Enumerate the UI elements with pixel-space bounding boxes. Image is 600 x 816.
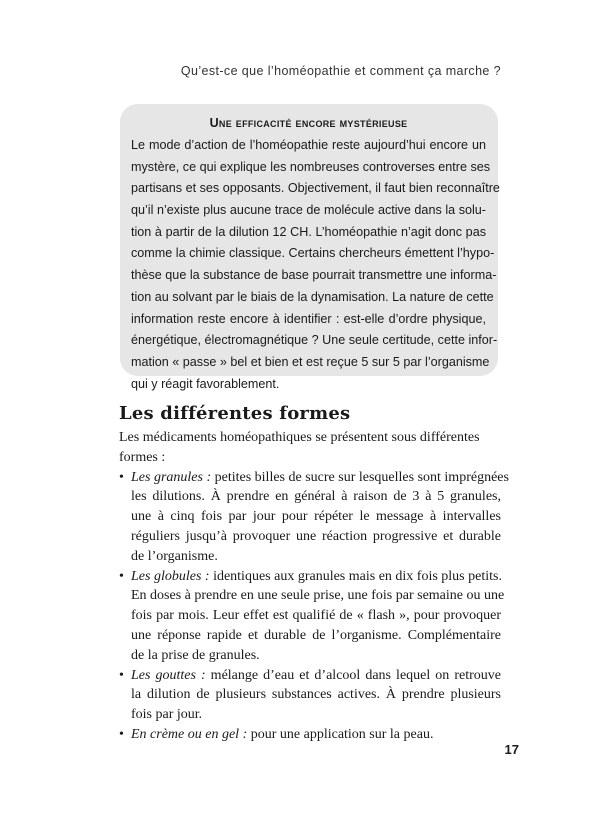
box-line: tion à partir de la dilution 12 CH. L’homéopathie n’agit donc pas (131, 224, 486, 239)
bullet-text: pour une application sur la peau. (247, 726, 434, 742)
box-title: Une efficacité encore mystérieuse (209, 116, 408, 130)
sidebar-box (120, 104, 500, 391)
bullet-item-globules (119, 567, 505, 666)
bullet-mark: • (119, 568, 124, 584)
section-title: Les différentes formes (119, 403, 351, 424)
box-line: qui y réagit favorablement. (131, 376, 280, 391)
bullet-text: petites billes de sucre sur lesquelles sont imprégnées (211, 469, 509, 485)
bullet-mark: • (119, 469, 124, 485)
bullet-term: Les globules : (131, 568, 210, 584)
bullet-text: mélange d’eau et d’alcool dans lequel on retrouve (205, 667, 501, 683)
bullet-item-gouttes (119, 666, 501, 725)
box-line: mation « passe » bel et bien et est reçue 5 sur 5 par l’organisme (131, 354, 490, 369)
running-head: Qu’est-ce que l’homéopathie et comment ça marche ? (180, 64, 501, 78)
bullet-first-line (131, 725, 501, 745)
bullet-line: de l’organisme. (131, 548, 218, 564)
bullet-text: identiques aux granules mais en dix fois plus petits. (209, 568, 502, 584)
bullet-first-line (131, 666, 501, 686)
bullet-term: En crème ou en gel : (131, 726, 248, 742)
bullet-line: de la prise de granules. (131, 647, 260, 663)
bullet-first-line (131, 468, 509, 488)
bullet-line: réguliers jusqu’à provoquer une réaction progressive et durable (131, 528, 501, 544)
box-line: information reste encore à identifier : est-elle d’ordre physique, (131, 311, 486, 326)
box-line: Le mode d’action de l’homéopathie reste aujourd’hui encore un (131, 138, 486, 152)
bullet-item-creme (119, 725, 501, 745)
bullet-line: fois par mois. Leur effet est qualifié de « flash », pour provoquer (131, 608, 501, 624)
intro-line: formes : (119, 449, 166, 465)
bullet-item-granules (119, 468, 509, 567)
bullet-line: la dilution de plusieurs substances actives. À prendre plusieurs (131, 687, 501, 703)
box-line: partisans et ses opposants. Objectivement, il faut bien reconnaître (131, 181, 500, 196)
section-body (119, 428, 509, 745)
bullet-line: fois par jour. (131, 707, 203, 723)
box-line: comme la chimie classique. Certains chercheurs émettent l’hypo- (131, 246, 495, 261)
bullet-mark: • (119, 667, 124, 683)
bullet-line: En doses à prendre en une seule prise, une fois par semaine ou une (131, 588, 505, 604)
page-number: 17 (504, 742, 519, 757)
box-line: thèse que la substance de base pourrait transmettre une informa- (131, 268, 497, 283)
box-line: qu’il n’existe plus aucune trace de molécule active dans la solu- (131, 203, 486, 218)
box-line: mystère, ce qui explique les nombreuses controverses entre ses (131, 159, 491, 174)
bullet-mark: • (119, 726, 124, 742)
box-line: énergétique, électromagnétique ? Une seule certitude, cette infor- (131, 333, 498, 348)
box-line: tion au solvant par le biais de la dynamisation. La nature de cette (131, 289, 494, 304)
bullet-term: Les granules : (131, 469, 212, 485)
bullet-line: les dilutions. À prendre en général à raison de 3 à 5 granules, (131, 489, 501, 505)
bullet-line: une à cinq fois par jour pour répéter le message à intervalles (131, 509, 501, 525)
intro-line: Les médicaments homéopathiques se présentent sous différentes (119, 430, 480, 445)
bullet-term: Les gouttes : (131, 667, 206, 683)
bullet-line: une réponse rapide et durable de l’organisme. Complémentaire (131, 627, 501, 643)
bullet-first-line (131, 567, 501, 587)
